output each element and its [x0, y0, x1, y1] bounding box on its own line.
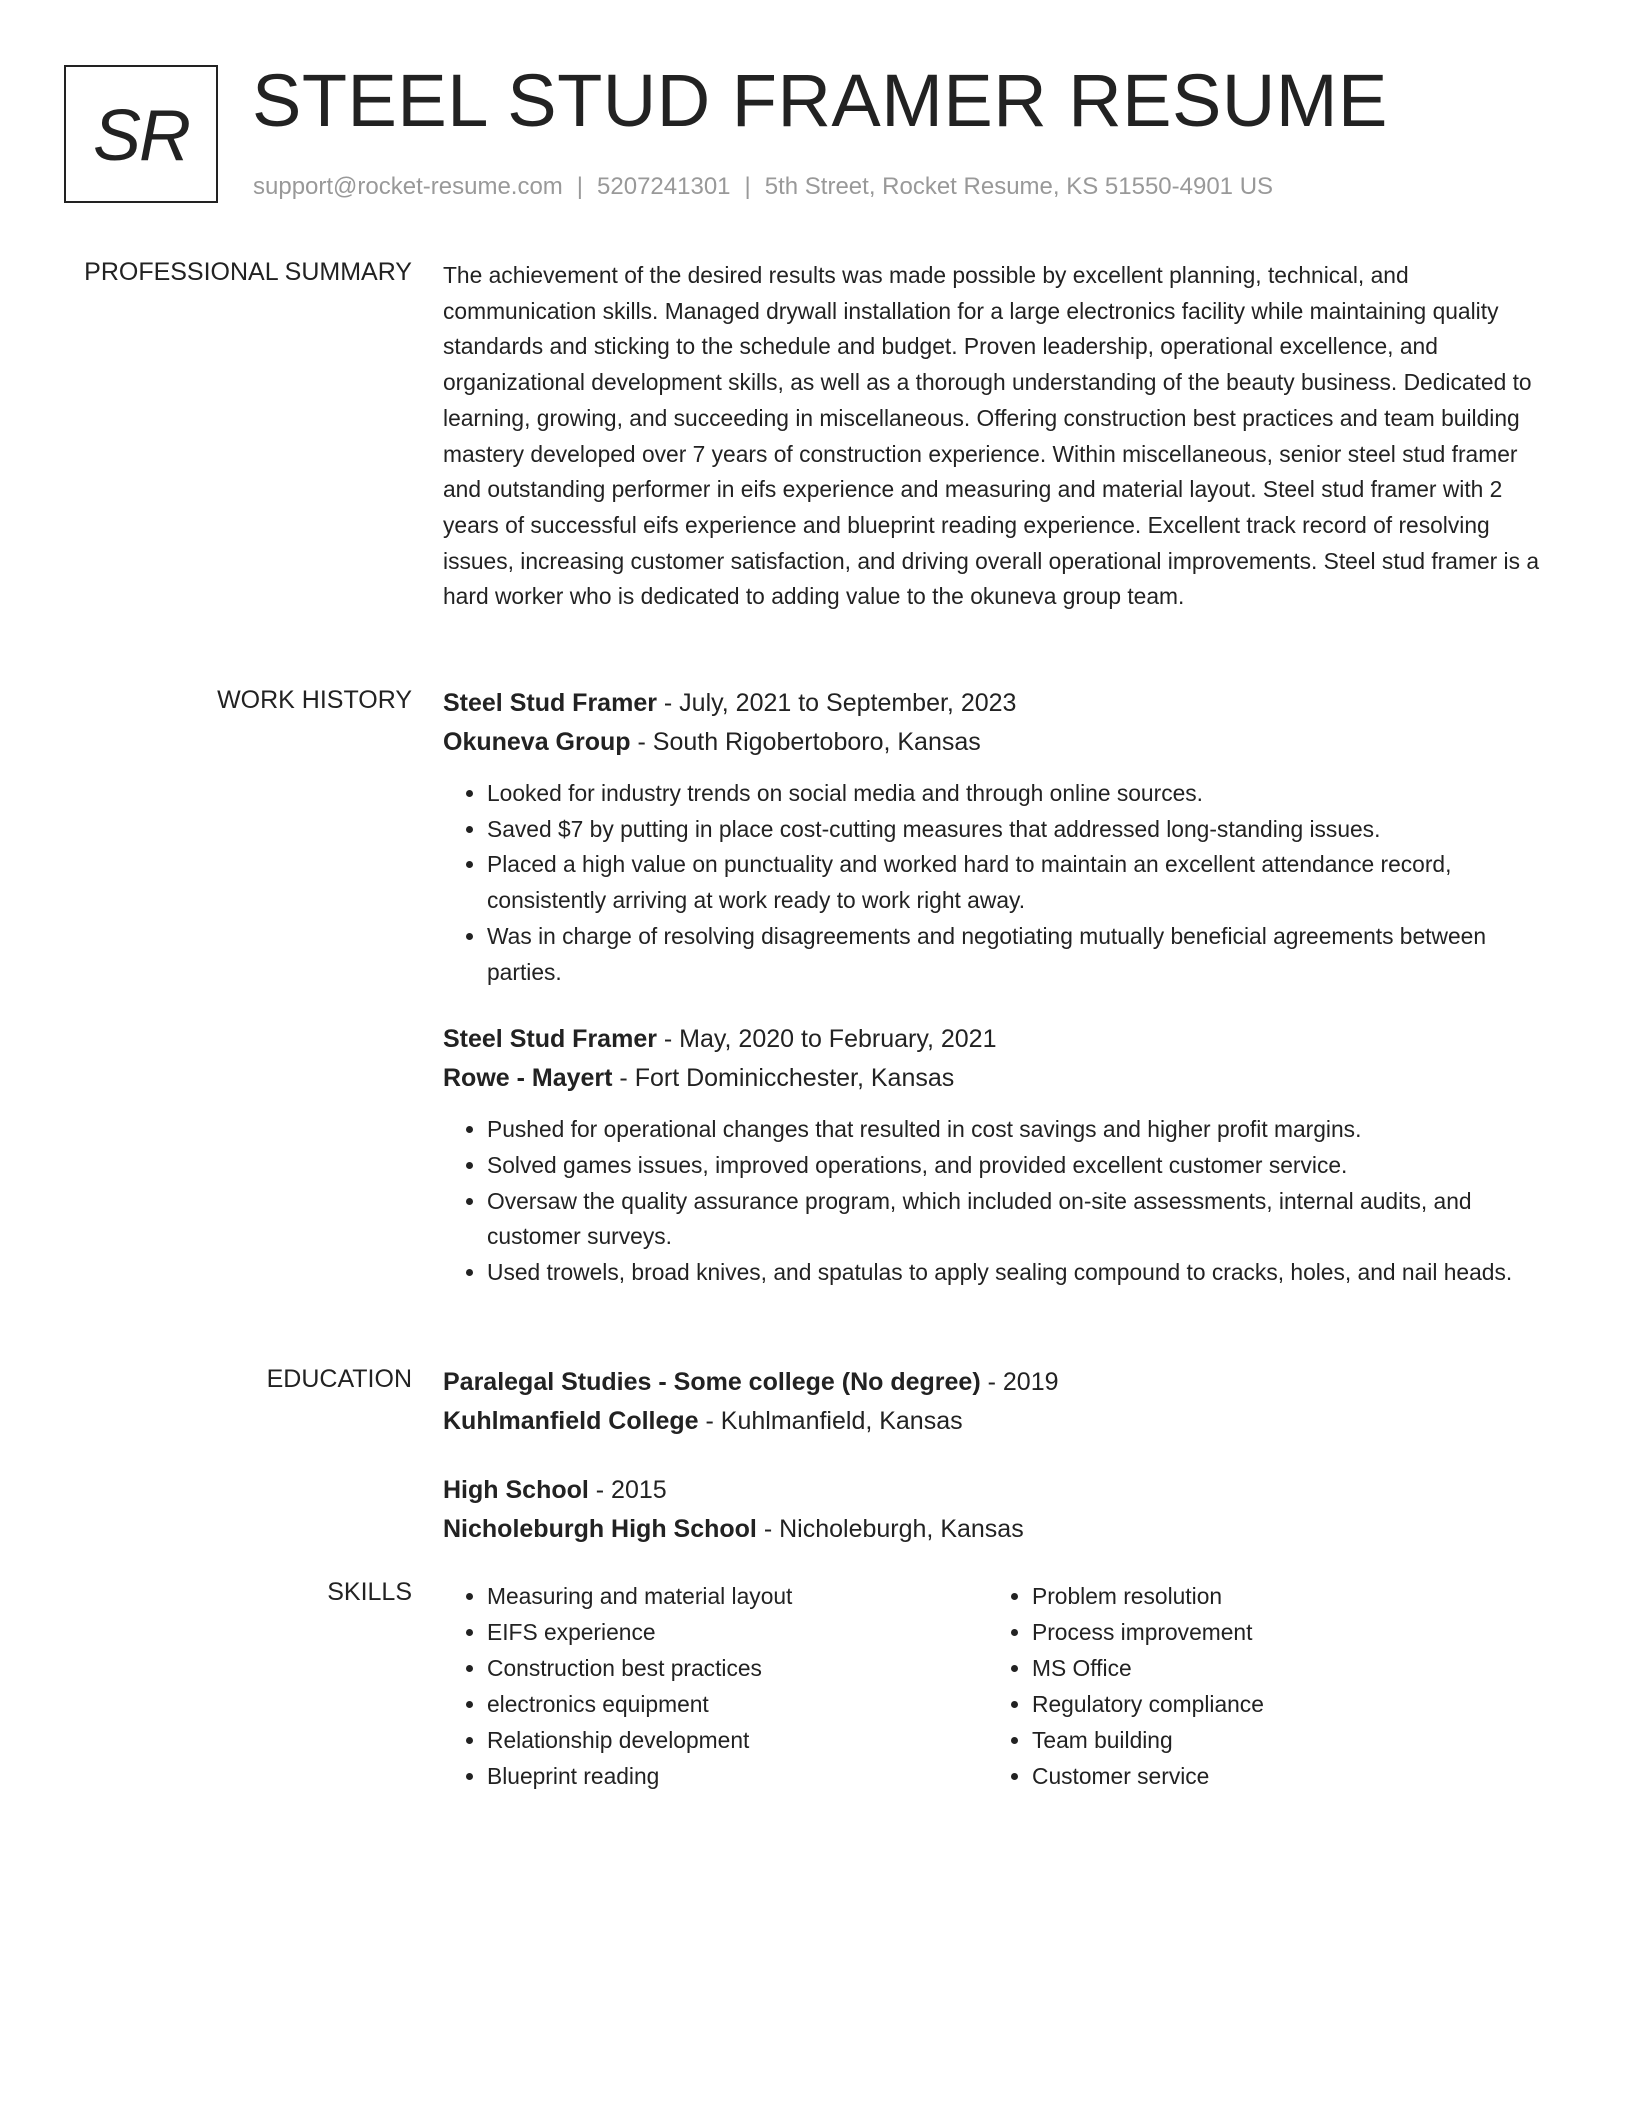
- education-year: - 2015: [588, 1476, 667, 1504]
- education-degree-line: [443, 1363, 1553, 1402]
- job-bullet: • Saved $7 by putting in place cost-cutting measures that addressed long-standing issues.: [487, 812, 1553, 848]
- summary-text: The achievement of the desired results was made possible by excellent planning, technical, and communication skills. Managed drywall installation for a large electronics facility while maintaining quality standards and sticking to the schedule and budget. Proven leadership, operational excellence, and organizational development skills, as well as a thorough understanding of the beauty business. Dedicated to learning, growing, and succeeding in miscellaneous. Offering construction best practices and team building mastery developed over 7 years of construction experience. Within miscellaneous, senior steel stud framer and outstanding performer in eifs experience and measuring and material layout. Steel stud framer with 2 years of successful eifs experience and blueprint reading experience. Excellent track record of resolving issues, increasing customer satisfaction, and driving overall operational improvements. Steel stud framer is a hard worker who is dedicated to adding value to the okuneva group team.: [443, 262, 1540, 610]
- education-school-line: [443, 1510, 1553, 1549]
- skill-item: • Process improvement: [1032, 1614, 1533, 1650]
- monogram-box: [64, 65, 218, 203]
- job-bullet: • Looked for industry trends on social media and through online sources.: [487, 776, 1553, 812]
- job-title: Steel Stud Framer: [443, 689, 657, 717]
- skill-item: • MS Office: [1032, 1650, 1533, 1686]
- job-dates: - May, 2020 to February, 2021: [656, 1025, 997, 1054]
- job-bullet: • Was in charge of resolving disagreements and negotiating mutually beneficial agreements between parties.: [487, 919, 1553, 990]
- skill-item: • Regulatory compliance: [1032, 1686, 1533, 1722]
- job-company: Rowe - Mayert: [443, 1064, 613, 1093]
- job-company-line: [443, 723, 1553, 762]
- skill-item: • Measuring and material layout: [487, 1578, 988, 1614]
- skill-item: • Relationship development: [487, 1722, 988, 1758]
- education-location: - Nicholeburgh, Kansas: [756, 1515, 1024, 1543]
- job-dates: - July, 2021 to September, 2023: [656, 689, 1017, 717]
- job-company: Okuneva Group: [443, 728, 631, 756]
- skill-item: • Blueprint reading: [487, 1758, 988, 1794]
- education-degree: High School: [443, 1476, 589, 1504]
- job-bullet: • Solved games issues, improved operations, and provided excellent customer service.: [487, 1148, 1553, 1184]
- education-school-line: [443, 1402, 1553, 1441]
- job-bullets: [443, 1112, 1553, 1291]
- skill-item: • electronics equipment: [487, 1686, 988, 1722]
- contact-email: support@rocket-resume.com: [253, 173, 563, 200]
- skill-item: • Customer service: [1032, 1758, 1533, 1794]
- work-history-heading: WORK HISTORY: [217, 686, 412, 714]
- skills-heading: SKILLS: [327, 1578, 412, 1606]
- education-degree-line: [443, 1471, 1553, 1510]
- summary-heading: PROFESSIONAL SUMMARY: [84, 258, 412, 286]
- job-entry: [443, 1020, 1553, 1291]
- job-bullets: [443, 776, 1553, 990]
- resume-title: STEEL STUD FRAMER RESUME: [252, 59, 1388, 142]
- skill-item: • EIFS experience: [487, 1614, 988, 1650]
- education-heading: EDUCATION: [266, 1365, 412, 1393]
- contact-separator: |: [744, 173, 751, 200]
- contact-phone: 5207241301: [597, 173, 731, 200]
- job-company-line: [443, 1059, 1553, 1098]
- job-bullet: • Pushed for operational changes that resulted in cost savings and higher profit margins.: [487, 1112, 1553, 1148]
- job-title: Steel Stud Framer: [443, 1025, 657, 1054]
- skill-item: • Team building: [1032, 1722, 1533, 1758]
- skill-item: • Problem resolution: [1032, 1578, 1533, 1614]
- education-year: - 2019: [980, 1368, 1059, 1396]
- job-location: - South Rigobertoboro, Kansas: [630, 728, 981, 756]
- skills-grid: [443, 1578, 1553, 1794]
- job-title-line: [443, 1020, 1553, 1059]
- job-location: - Fort Dominicchester, Kansas: [612, 1064, 955, 1093]
- contact-address: 5th Street, Rocket Resume, KS 51550-4901 US: [764, 173, 1274, 200]
- education-location: - Kuhlmanfield, Kansas: [698, 1407, 963, 1435]
- job-title-line: [443, 684, 1553, 723]
- job-entry: [443, 684, 1553, 990]
- skill-item: • Construction best practices: [487, 1650, 988, 1686]
- education-degree: Paralegal Studies - Some college (No degree): [443, 1368, 981, 1396]
- education-entry: [443, 1471, 1553, 1549]
- skills-column-left: [443, 1578, 988, 1794]
- job-bullet: • Used trowels, broad knives, and spatulas to apply sealing compound to cracks, holes, and nail heads.: [487, 1255, 1553, 1291]
- contact-line: [253, 173, 1273, 201]
- education-school: Nicholeburgh High School: [443, 1515, 757, 1543]
- education-school: Kuhlmanfield College: [443, 1407, 699, 1435]
- job-bullet: • Oversaw the quality assurance program, which included on-site assessments, internal audits, and customer surveys.: [487, 1184, 1553, 1255]
- education-entry: [443, 1363, 1553, 1441]
- monogram-initials: SR: [92, 96, 190, 176]
- contact-separator: |: [576, 173, 584, 200]
- job-bullet: • Placed a high value on punctuality and worked hard to maintain an excellent attendance record, consistently arriving at work ready to work right away.: [487, 847, 1553, 918]
- skills-column-right: [988, 1578, 1533, 1794]
